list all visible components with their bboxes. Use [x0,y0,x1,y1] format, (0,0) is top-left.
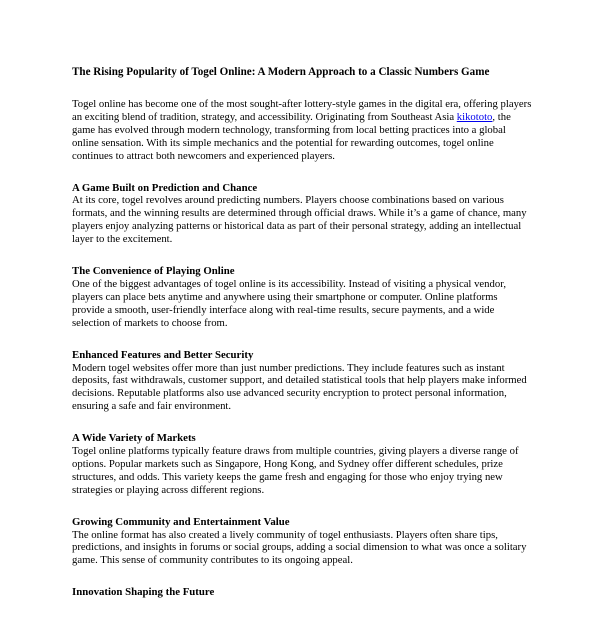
intro-text-after-link: , the game has evolved through modern technology, transforming from local betting practices into a global online sensation. With its simple mechanics and the potential for rewarding outcomes, togel online continues to attract both newcomers and experienced players. [72,110,511,162]
section-heading: Growing Community and Entertainment Value [72,515,290,528]
section-body: Modern togel websites offer more than just number predictions. They include features such as instant deposits, fast withdrawals, customer support, and detailed statistical tools that help players make informed decisions. Reputable platforms also use advanced security encryption to protect personal information, ensuring a safe and fair environment. [72,361,527,413]
section-body: At its core, togel revolves around predicting numbers. Players choose combinations based on various formats, and the winning results are determined through official draws. While it’s a game of chance, many players enjoy analyzing patterns or historical data as part of their personal strategy, adding an intellectual layer to the excitement. [72,194,527,246]
section-heading: Innovation Shaping the Future [72,586,215,599]
section-heading: The Convenience of Playing Online [72,265,235,278]
section-community [72,516,532,568]
section-security [72,349,532,414]
section-heading: A Wide Variety of Markets [72,432,196,445]
document-page [72,66,532,618]
section-heading: Enhanced Features and Better Security [72,348,254,361]
section-markets [72,432,532,497]
section-body: The online format has also created a lively community of togel enthusiasts. Players often share tips, predictions, and insights in forums or social groups, adding a social dimension to what was once a solitary game. This sense of community contributes to its ongoing appeal. [72,528,527,567]
section-body: One of the biggest advantages of togel online is its accessibility. Instead of visiting a physical vendor, players can place bets anytime and anywhere using their smartphone or computer. Online platforms provide a smooth, user-friendly interface along with real-time results, secure payments, and a wide selection of markets to choose from. [72,277,506,329]
document-title: The Rising Popularity of Togel Online: A Modern Approach to a Classic Numbers Game [72,66,490,78]
section-heading: A Game Built on Prediction and Chance [72,181,258,194]
section-innovation [72,586,532,599]
intro-text-before-link: Togel online has become one of the most sought-after lottery-style games in the digital era, offering players an exciting blend of tradition, strategy, and accessibility. Originating from Southeast Asia [72,98,532,123]
kikototo-link[interactable]: kikototo [456,110,493,123]
section-prediction [72,182,532,247]
section-body: Togel online platforms typically feature draws from multiple countries, giving players a diverse range of options. Popular markets such as Singapore, Hong Kong, and Sydney offer different schedules, prize structures, and odds. This variety keeps the game fresh and engaging for those who enjoy trying new strategies or playing across different regions. [72,445,519,496]
intro-paragraph [72,98,532,163]
section-convenience [72,265,532,330]
